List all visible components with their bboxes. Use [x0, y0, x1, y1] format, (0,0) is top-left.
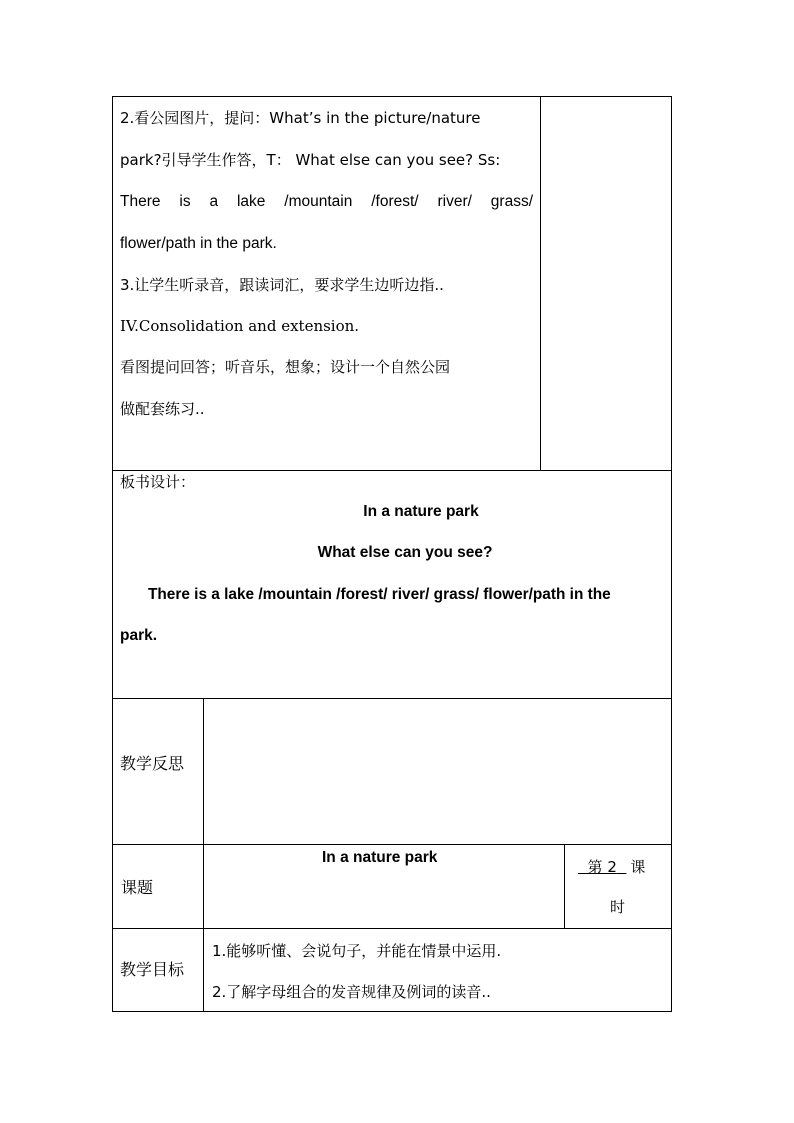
lesson-number	[578, 857, 645, 877]
lesson-suffix: 课	[630, 858, 646, 876]
topic-value: In a nature park	[322, 849, 438, 866]
procedure-line-4: flower/path in the park.	[120, 235, 277, 252]
procedure-line-7: 看图提问回答；听音乐，想象；设计一个自然公园	[120, 358, 451, 376]
reflection-label: 教学反思	[120, 754, 185, 773]
col-divider-section1	[540, 96, 541, 471]
board-answer-line-2: park.	[120, 627, 158, 644]
topic-value-cell	[204, 845, 564, 928]
goal-item-1: 1.能够听懂、会说句子，并能在情景中运用.	[212, 942, 502, 960]
board-design-label: 板书设计：	[120, 473, 196, 491]
goal-item-2: 2.了解字母组合的发音规律及例词的读音..	[212, 983, 491, 1001]
procedure-heading-consolidation: IV.Consolidation and extension.	[120, 317, 360, 335]
goals-label-cell	[113, 929, 203, 1011]
board-question: What else can you see?	[317, 544, 493, 561]
board-title: In a nature park	[363, 503, 479, 520]
procedure-line-8: 做配套练习..	[120, 400, 205, 418]
board-design-cell	[113, 471, 671, 698]
procedure-line-2: park?引导学生作答，T： What else can you see? Ss:	[120, 151, 501, 169]
lesson-number-underlined: 第 2	[587, 858, 617, 876]
procedure-cell	[113, 97, 540, 470]
topic-label-cell	[113, 845, 203, 928]
procedure-line-3: There is a lake /mountain /forest/ river/ grass/	[120, 193, 533, 210]
board-answer-line-1: There is a lake /mountain /forest/ river/ grass/ flower/path in the	[148, 586, 611, 603]
reflection-label-cell	[113, 699, 203, 844]
lesson-end: 时	[610, 898, 626, 916]
procedure-line-5: 3.让学生听录音，跟读词汇，要求学生边听边指..	[120, 276, 444, 294]
goals-content-cell	[204, 929, 671, 1011]
procedure-line-1: 2.看公园图片，提问：What’s in the picture/nature	[120, 109, 481, 127]
border-bottom	[112, 1011, 672, 1012]
reflection-content-cell	[204, 699, 671, 844]
goals-label: 教学目标	[120, 960, 185, 979]
topic-label: 课题	[121, 878, 154, 897]
lesson-number-cell	[565, 845, 671, 928]
